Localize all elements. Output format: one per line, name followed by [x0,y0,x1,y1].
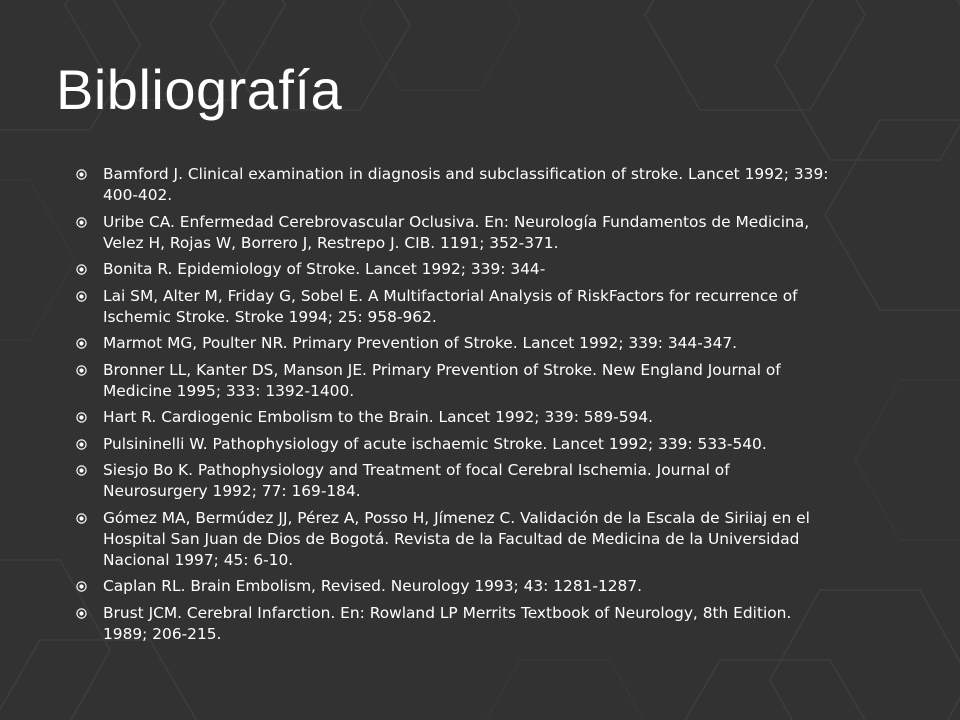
slide-title: Bibliografía [56,58,343,121]
circle-target-icon [76,291,87,302]
reference-text: Bonita R. Epidemiology of Stroke. Lancet 1992; 339: 344- [103,260,546,278]
reference-item [76,259,836,280]
reference-text: Bronner LL, Kanter DS, Manson JE. Primary Prevention of Stroke. New England Journal of Medicine 1995; 333: 1392-1400. [103,360,781,400]
reference-item [76,164,836,206]
reference-text: Caplan RL. Brain Embolism, Revised. Neurology 1993; 43: 1281-1287. [103,577,643,595]
circle-target-icon [76,264,87,275]
circle-target-icon [76,439,87,450]
reference-text: Pulsininelli W. Pathophysiology of acute ischaemic Stroke. Lancet 1992; 339: 533-540. [103,434,767,453]
reference-item [76,460,836,502]
reference-text: Siesjo Bo K. Pathophysiology and Treatment of focal Cerebral Ischemia. Journal of Neurosurgery 1992; 77: 169-184. [103,461,730,500]
reference-text: Hart R. Cardiogenic Embolism to the Brain. Lancet 1992; 339: 589-594. [103,408,654,426]
circle-target-icon [76,412,87,423]
circle-target-icon [76,465,87,476]
reference-item [76,434,836,455]
reference-text: Brust JCM. Cerebral Infarction. En: Rowland LP Merrits Textbook of Neurology, 8th Edition. 1989; 206-215. [103,603,792,643]
reference-item [76,333,836,354]
reference-list [76,164,836,650]
reference-item [76,407,836,428]
reference-item [76,286,836,328]
circle-target-icon [76,169,87,180]
reference-item [76,212,836,254]
reference-text: Marmot MG, Poulter NR. Primary Prevention of Stroke. Lancet 1992; 339: 344-347. [103,334,738,352]
reference-item [76,360,836,402]
reference-text: Lai SM, Alter M, Friday G, Sobel E. A Multifactorial Analysis of RiskFactors for recurrence of Ischemic Stroke. Stroke 1994; 25: 958-962. [103,286,798,326]
reference-item [76,603,836,645]
circle-target-icon [76,338,87,349]
circle-target-icon [76,581,87,592]
reference-item [76,508,836,571]
reference-text: Gómez MA, Bermúdez JJ, Pérez A, Posso H, Jímenez C. Validación de la Escala de Siriiaj en el Hospital San Juan de Dios de Bogotá. Revista de la Facultad de Medicina de la Universidad Nacional 1997; 45: 6-10. [103,508,810,569]
circle-target-icon [76,365,87,376]
reference-text: Uribe CA. Enfermedad Cerebrovascular Oclusiva. En: Neurología Fundamentos de Medicina, Velez H, Rojas W, Borrero J, Restrepo J. CIB. 1191; 352-371. [103,212,810,252]
circle-target-icon [76,513,87,524]
circle-target-icon [76,217,87,228]
reference-item [76,576,836,597]
circle-target-icon [76,608,87,619]
reference-text: Bamford J. Clinical examination in diagnosis and subclassification of stroke. Lancet 1992; 339: 400-402. [103,165,829,204]
